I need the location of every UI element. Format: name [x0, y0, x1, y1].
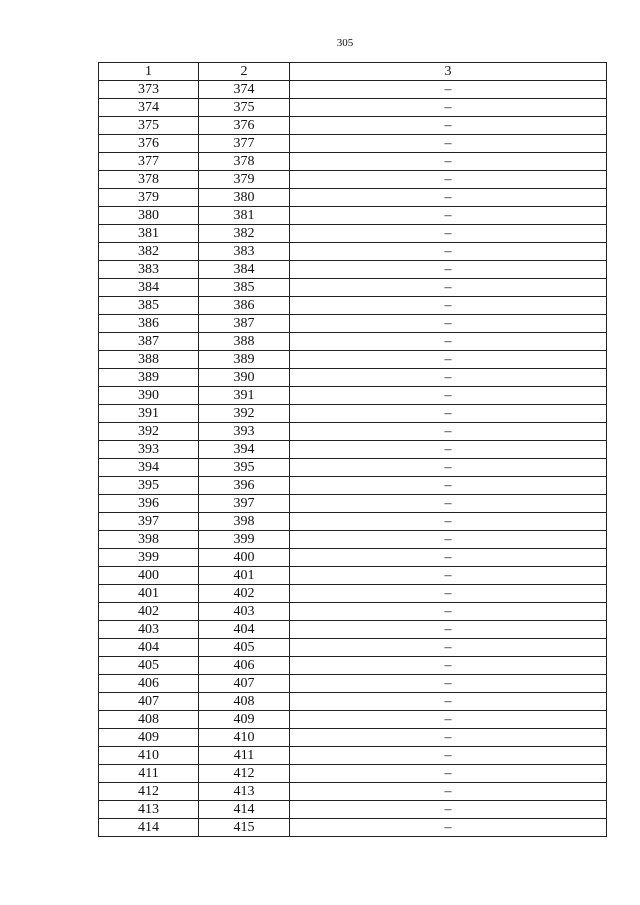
table-cell-col-1: 403: [99, 621, 199, 639]
table-row: [99, 207, 607, 225]
table-cell-col-3: –: [290, 387, 607, 405]
table-row: [99, 351, 607, 369]
table-cell-col-3: –: [290, 675, 607, 693]
table-cell-col-3: –: [290, 603, 607, 621]
table-cell-col-2: 401: [199, 567, 290, 585]
table-cell-col-3: –: [290, 351, 607, 369]
table-row: [99, 387, 607, 405]
table-cell-col-1: 383: [99, 261, 199, 279]
table-cell-col-1: 377: [99, 153, 199, 171]
table-cell-col-2: 415: [199, 819, 290, 837]
table-cell-col-3: –: [290, 441, 607, 459]
table-cell-col-1: 414: [99, 819, 199, 837]
table-row: [99, 135, 607, 153]
table-cell-col-3: –: [290, 369, 607, 387]
table-row: [99, 315, 607, 333]
table-cell-col-1: 397: [99, 513, 199, 531]
table-cell-col-2: 394: [199, 441, 290, 459]
table-cell-col-2: 387: [199, 315, 290, 333]
table-cell-col-1: 378: [99, 171, 199, 189]
table-cell-col-1: 408: [99, 711, 199, 729]
table-cell-col-3: –: [290, 333, 607, 351]
table-row: [99, 603, 607, 621]
table-cell-col-3: –: [290, 99, 607, 117]
table-cell-col-3: –: [290, 171, 607, 189]
table-cell-col-2: 399: [199, 531, 290, 549]
table-cell-col-2: 388: [199, 333, 290, 351]
table-cell-col-3: –: [290, 225, 607, 243]
table-cell-col-1: 384: [99, 279, 199, 297]
table-cell-col-3: –: [290, 297, 607, 315]
table-row: [99, 747, 607, 765]
table-cell-col-2: 389: [199, 351, 290, 369]
table-cell-col-1: 390: [99, 387, 199, 405]
table-cell-col-3: –: [290, 495, 607, 513]
table-cell-col-1: 392: [99, 423, 199, 441]
table-cell-col-3: –: [290, 243, 607, 261]
table-cell-col-2: 400: [199, 549, 290, 567]
table-cell-col-3: –: [290, 81, 607, 99]
table-cell-col-3: –: [290, 279, 607, 297]
table-cell-col-3: –: [290, 315, 607, 333]
table-cell-col-1: 374: [99, 99, 199, 117]
table-row: [99, 189, 607, 207]
table-row: [99, 297, 607, 315]
table-cell-col-2: 374: [199, 81, 290, 99]
table-row: [99, 729, 607, 747]
table-cell-col-2: 392: [199, 405, 290, 423]
table-cell-col-1: 405: [99, 657, 199, 675]
table-cell-col-2: 412: [199, 765, 290, 783]
table-cell-col-1: 385: [99, 297, 199, 315]
header-cell-1: 1: [99, 63, 199, 81]
table-cell-col-3: –: [290, 549, 607, 567]
table-cell-col-1: 376: [99, 135, 199, 153]
table-cell-col-1: 404: [99, 639, 199, 657]
table-cell-col-3: –: [290, 747, 607, 765]
table-cell-col-2: 414: [199, 801, 290, 819]
table-row: [99, 711, 607, 729]
table-cell-col-3: –: [290, 477, 607, 495]
table-row: [99, 783, 607, 801]
table-cell-col-1: 373: [99, 81, 199, 99]
table-cell-col-3: –: [290, 459, 607, 477]
table-cell-col-1: 388: [99, 351, 199, 369]
table-row: [99, 477, 607, 495]
table-row: [99, 585, 607, 603]
table-cell-col-2: 375: [199, 99, 290, 117]
table-cell-col-2: 379: [199, 171, 290, 189]
table-cell-col-2: 386: [199, 297, 290, 315]
table-cell-col-2: 410: [199, 729, 290, 747]
table-cell-col-2: 385: [199, 279, 290, 297]
table-row: [99, 153, 607, 171]
table-row: [99, 657, 607, 675]
header-cell-2: 2: [199, 63, 290, 81]
table-cell-col-1: 387: [99, 333, 199, 351]
table-cell-col-1: 380: [99, 207, 199, 225]
table-cell-col-3: –: [290, 711, 607, 729]
table-cell-col-3: –: [290, 423, 607, 441]
table-row: [99, 567, 607, 585]
table-cell-col-2: 395: [199, 459, 290, 477]
table-cell-col-2: 384: [199, 261, 290, 279]
header-cell-3: 3: [290, 63, 607, 81]
table-row: [99, 261, 607, 279]
table-row: [99, 693, 607, 711]
table-row: [99, 513, 607, 531]
table-cell-col-1: 402: [99, 603, 199, 621]
data-table: [98, 62, 607, 837]
table-cell-col-3: –: [290, 819, 607, 837]
table-cell-col-2: 396: [199, 477, 290, 495]
table-cell-col-1: 391: [99, 405, 199, 423]
table-row: [99, 171, 607, 189]
table-cell-col-3: –: [290, 567, 607, 585]
table-cell-col-3: –: [290, 621, 607, 639]
table-row: [99, 819, 607, 837]
table-cell-col-1: 406: [99, 675, 199, 693]
table-row: [99, 225, 607, 243]
table-row: [99, 675, 607, 693]
table-cell-col-1: 381: [99, 225, 199, 243]
page-number: 305: [336, 37, 354, 49]
table-cell-col-2: 381: [199, 207, 290, 225]
table-cell-col-3: –: [290, 117, 607, 135]
table-cell-col-3: –: [290, 531, 607, 549]
table-cell-col-1: 386: [99, 315, 199, 333]
table-cell-col-1: 379: [99, 189, 199, 207]
table-cell-col-2: 377: [199, 135, 290, 153]
table-cell-col-1: 409: [99, 729, 199, 747]
table-row: [99, 279, 607, 297]
table-cell-col-2: 413: [199, 783, 290, 801]
table-cell-col-2: 409: [199, 711, 290, 729]
table-cell-col-1: 412: [99, 783, 199, 801]
table-row: [99, 495, 607, 513]
table-row: [99, 405, 607, 423]
table-cell-col-1: 401: [99, 585, 199, 603]
table-row: [99, 549, 607, 567]
table-cell-col-2: 403: [199, 603, 290, 621]
table-row: [99, 531, 607, 549]
table-row: [99, 459, 607, 477]
table-cell-col-2: 391: [199, 387, 290, 405]
table-cell-col-2: 408: [199, 693, 290, 711]
table-body: [99, 63, 607, 837]
table-cell-col-3: –: [290, 639, 607, 657]
table-cell-col-2: 407: [199, 675, 290, 693]
table-row: [99, 117, 607, 135]
table-cell-col-2: 402: [199, 585, 290, 603]
table-cell-col-3: –: [290, 693, 607, 711]
table-row: [99, 333, 607, 351]
table-cell-col-2: 378: [199, 153, 290, 171]
table-row: [99, 621, 607, 639]
table-cell-col-2: 380: [199, 189, 290, 207]
table-cell-col-3: –: [290, 261, 607, 279]
table-cell-col-1: 394: [99, 459, 199, 477]
table-cell-col-3: –: [290, 729, 607, 747]
table-cell-col-3: –: [290, 801, 607, 819]
table-cell-col-3: –: [290, 513, 607, 531]
table-row: [99, 81, 607, 99]
table-cell-col-1: 410: [99, 747, 199, 765]
table-cell-col-1: 382: [99, 243, 199, 261]
table-cell-col-2: 397: [199, 495, 290, 513]
table-row: [99, 801, 607, 819]
table-row: [99, 423, 607, 441]
table-cell-col-2: 382: [199, 225, 290, 243]
table-cell-col-1: 393: [99, 441, 199, 459]
table-row: [99, 99, 607, 117]
table-row: [99, 639, 607, 657]
table-cell-col-1: 413: [99, 801, 199, 819]
table-cell-col-1: 407: [99, 693, 199, 711]
table-cell-col-2: 411: [199, 747, 290, 765]
table-cell-col-2: 404: [199, 621, 290, 639]
table-cell-col-2: 383: [199, 243, 290, 261]
table-cell-col-2: 390: [199, 369, 290, 387]
table-cell-col-1: 375: [99, 117, 199, 135]
table-cell-col-1: 395: [99, 477, 199, 495]
table-row: [99, 441, 607, 459]
table-cell-col-2: 405: [199, 639, 290, 657]
table-row: [99, 369, 607, 387]
table-cell-col-3: –: [290, 135, 607, 153]
table-cell-col-1: 389: [99, 369, 199, 387]
table-header-row: [99, 63, 607, 81]
table-cell-col-2: 406: [199, 657, 290, 675]
table-cell-col-1: 399: [99, 549, 199, 567]
table-cell-col-3: –: [290, 783, 607, 801]
table-cell-col-1: 411: [99, 765, 199, 783]
table-row: [99, 243, 607, 261]
table-cell-col-3: –: [290, 765, 607, 783]
table-row: [99, 765, 607, 783]
table-cell-col-1: 396: [99, 495, 199, 513]
table-cell-col-3: –: [290, 189, 607, 207]
table-cell-col-3: –: [290, 585, 607, 603]
table-cell-col-3: –: [290, 153, 607, 171]
table-cell-col-3: –: [290, 207, 607, 225]
table-cell-col-3: –: [290, 657, 607, 675]
table-cell-col-2: 393: [199, 423, 290, 441]
table-cell-col-3: –: [290, 405, 607, 423]
table-cell-col-1: 398: [99, 531, 199, 549]
table-cell-col-2: 398: [199, 513, 290, 531]
table-cell-col-1: 400: [99, 567, 199, 585]
table-cell-col-2: 376: [199, 117, 290, 135]
